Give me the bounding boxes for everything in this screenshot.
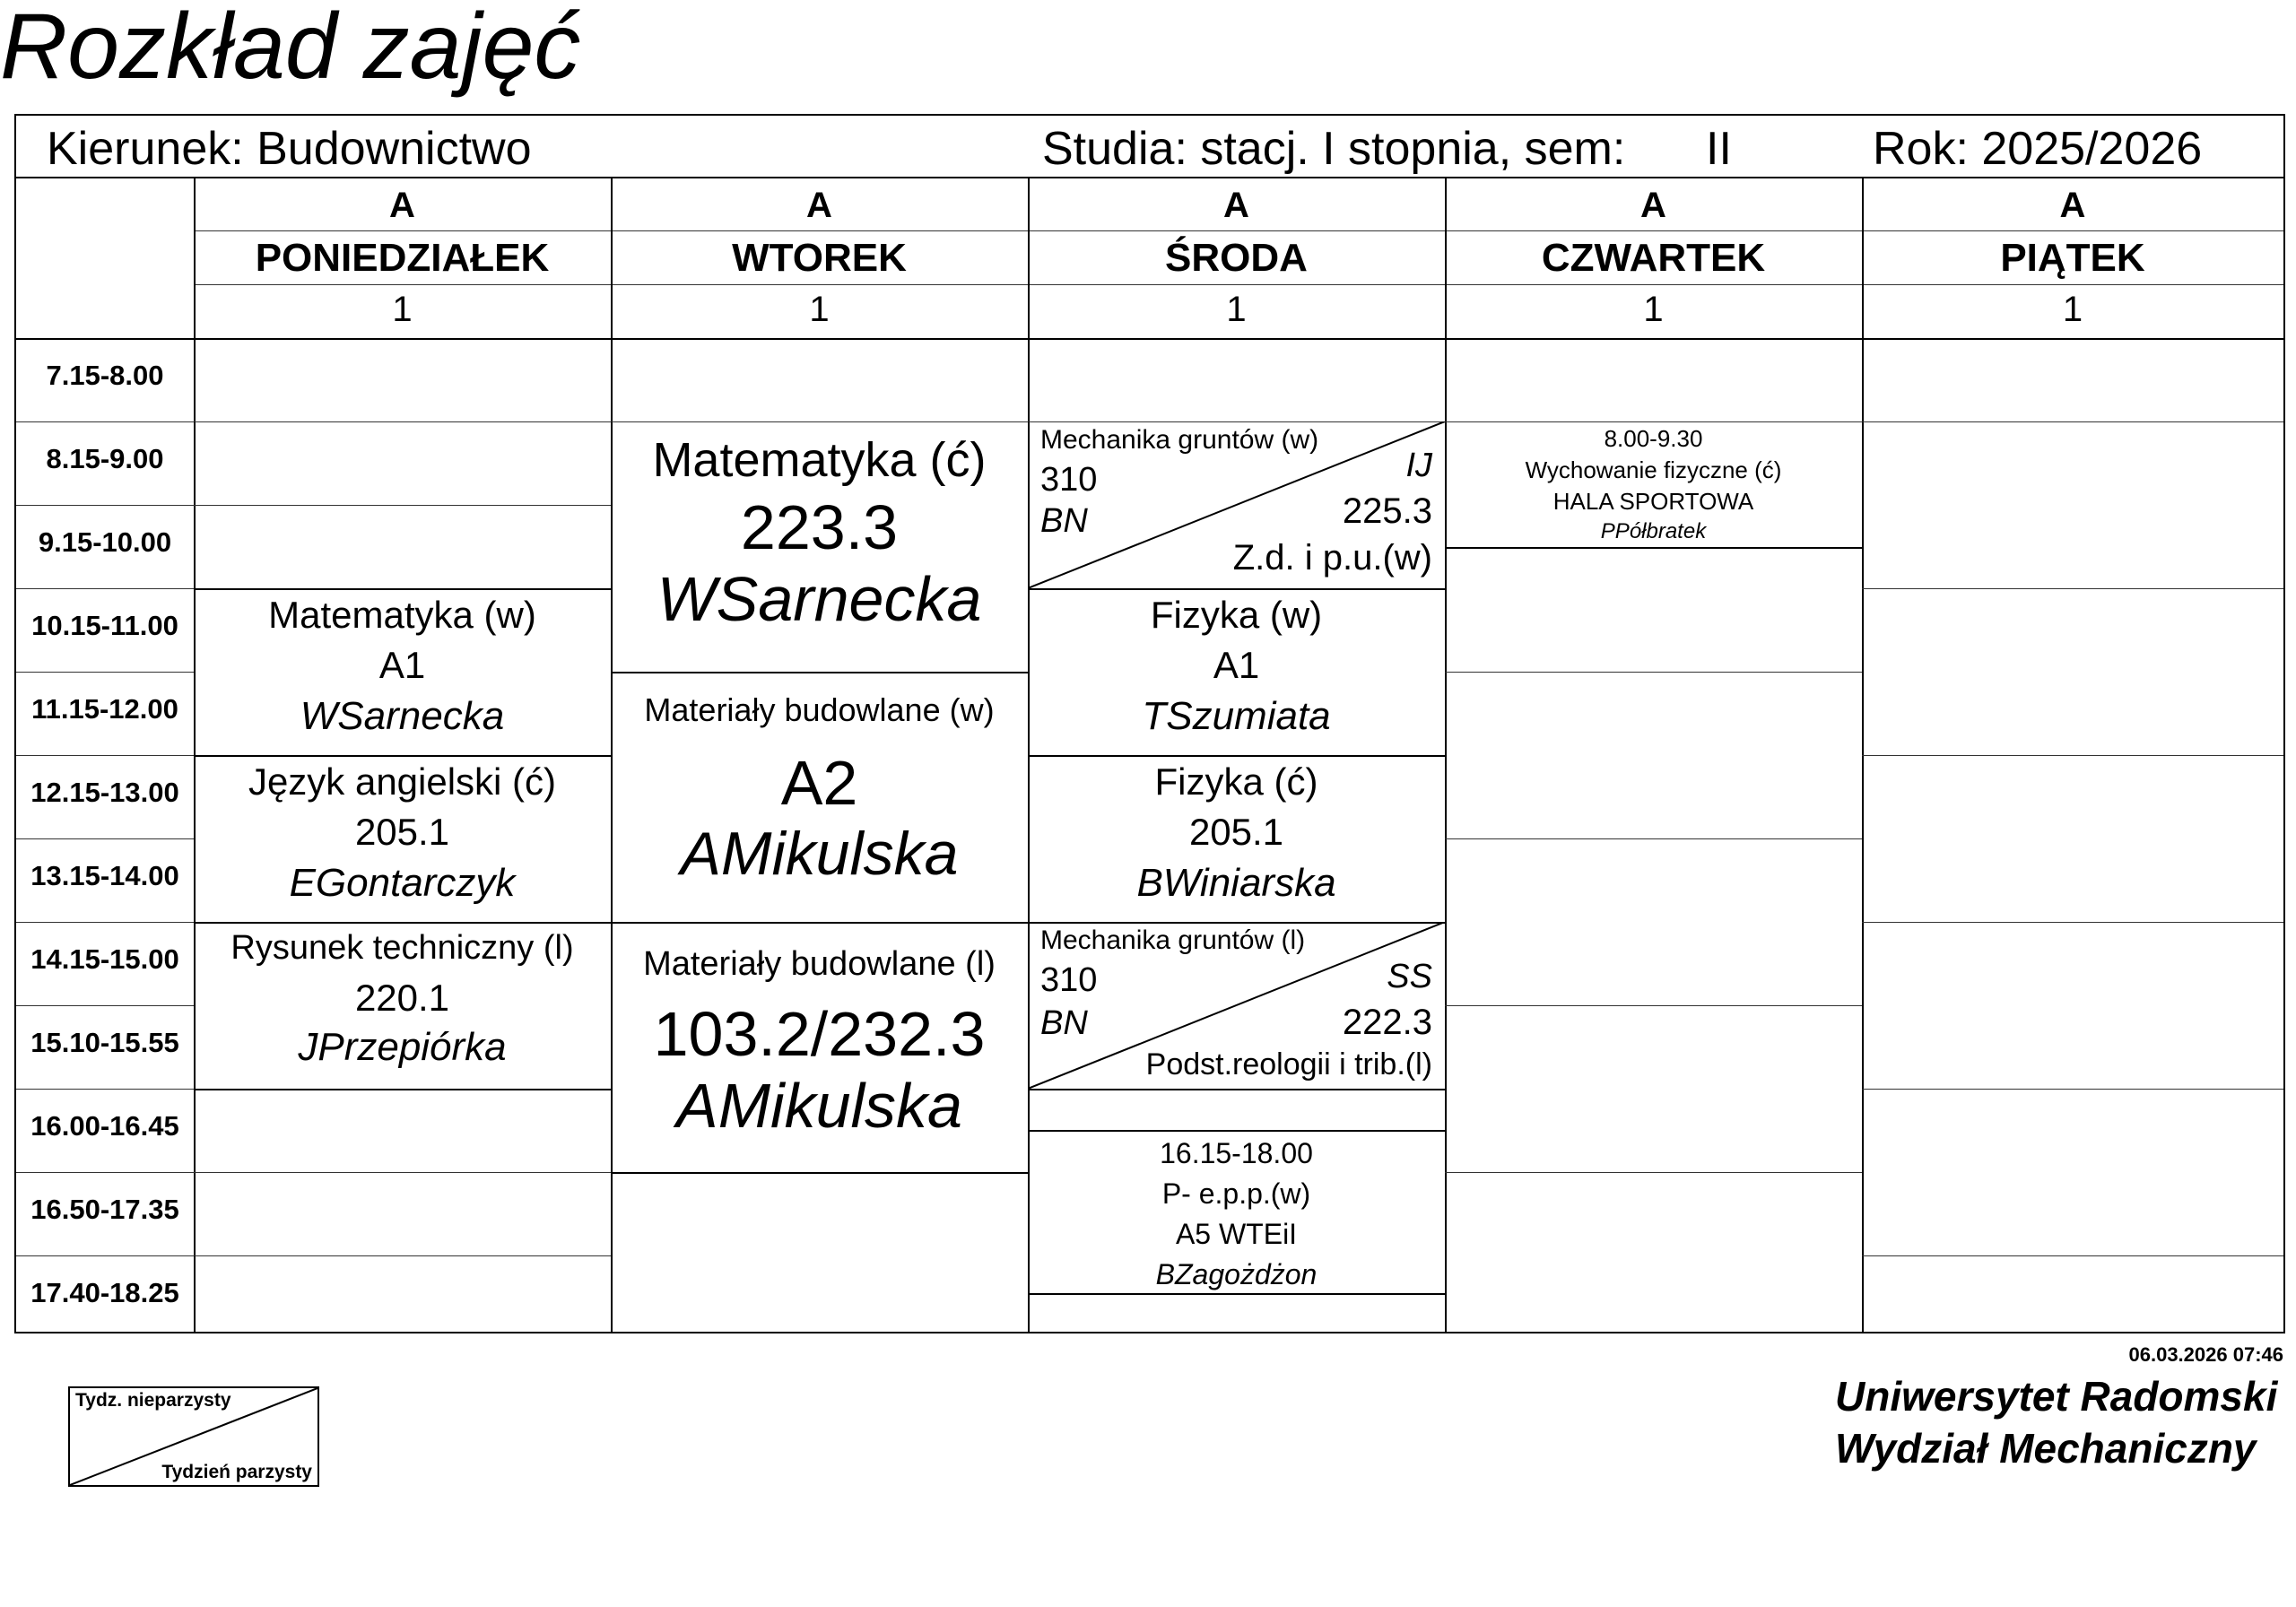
class-block[interactable] (1028, 755, 1445, 922)
even-week-room: 225.3 (1342, 491, 1432, 531)
time-slot-label: 8.15-9.00 (46, 443, 164, 474)
time-slot-label: 16.00-16.45 (30, 1110, 179, 1142)
class-teacher: EGontarczyk (289, 861, 516, 905)
grid-line (611, 1172, 1028, 1174)
grid-line (16, 755, 194, 756)
grid-line (1445, 672, 1862, 673)
grid-line (16, 338, 2283, 340)
grid-line (1445, 177, 1447, 1333)
class-teacher: WSarnecka (300, 694, 505, 738)
odd-week-teacher: IJ (1405, 447, 1432, 484)
time-slot-label: 9.15-10.00 (38, 526, 172, 558)
day-week-letter: A (389, 186, 415, 225)
even-week-subject: Z.d. i p.u.(w) (1232, 538, 1432, 578)
class-teacher: TSzumiata (1142, 694, 1331, 738)
grid-line (16, 1255, 194, 1256)
time-slot-label: 7.15-8.00 (46, 360, 164, 391)
grid-line (1862, 1089, 2283, 1090)
grid-line (194, 230, 2283, 231)
grid-line (194, 284, 2283, 285)
class-teacher: WSarnecka (657, 564, 982, 634)
legend-even-week: Tydzień parzysty (161, 1462, 312, 1482)
class-subject: Materiały budowlane (w) (644, 691, 995, 728)
class-room: 223.3 (740, 492, 899, 562)
odd-week-group: BN (1040, 502, 1088, 540)
split-class-block[interactable] (1028, 421, 1445, 588)
class-block[interactable] (1028, 1130, 1445, 1293)
class-room: 220.1 (354, 977, 450, 1019)
class-time: 16.15-18.00 (1160, 1137, 1313, 1169)
grid-line (194, 1172, 611, 1173)
class-subject: Język angielski (ć) (248, 760, 557, 803)
day-week-letter: A (806, 186, 832, 225)
grid-line (1862, 421, 2283, 422)
semester: II (1706, 123, 1732, 175)
odd-week-group: BN (1040, 1004, 1088, 1042)
day-number: 1 (1643, 290, 1664, 329)
time-slot-label: 16.50-17.35 (30, 1194, 179, 1225)
grid-line (16, 838, 194, 839)
day-name-tuesday: WTOREK (732, 236, 907, 280)
day-number: 1 (392, 290, 413, 329)
day-week-letter: A (1223, 186, 1249, 225)
class-room: A5 WTEiI (1175, 1218, 1298, 1250)
grid-line (1445, 838, 1862, 839)
class-block[interactable] (1028, 588, 1445, 755)
grid-line (194, 1255, 611, 1256)
class-subject: Materiały budowlane (l) (643, 945, 996, 983)
class-teacher: AMikulska (676, 1071, 962, 1141)
day-number: 1 (809, 290, 830, 329)
grid-line (16, 177, 2283, 178)
day-name-monday: PONIEDZIAŁEK (255, 236, 550, 280)
field-of-study: Kierunek: Budownictwo (47, 123, 532, 175)
grid-line (16, 1089, 194, 1090)
time-slot-label: 17.40-18.25 (30, 1277, 179, 1308)
legend-odd-week: Tydz. nieparzysty (75, 1390, 231, 1411)
odd-week-teacher: SS (1387, 958, 1432, 995)
grid-line (194, 1089, 611, 1090)
class-teacher: PPółbratek (1600, 519, 1707, 543)
grid-line (1028, 1293, 1445, 1295)
time-slot-label: 12.15-13.00 (30, 777, 179, 808)
grid-line (1862, 755, 2283, 756)
print-timestamp: 06.03.2026 07:46 (2128, 1343, 2283, 1366)
class-room: A2 (780, 748, 858, 818)
university-name: Uniwersytet Radomski (1835, 1373, 2278, 1420)
grid-line (194, 421, 611, 422)
grid-line (16, 1005, 194, 1006)
odd-week-subject: Mechanika gruntów (w) (1040, 425, 1319, 455)
grid-line (1862, 588, 2283, 589)
study-mode: Studia: stacj. I stopnia, sem: (1042, 123, 1626, 175)
class-block[interactable] (194, 588, 611, 755)
class-subject: Fizyka (ć) (1154, 760, 1318, 803)
class-room: A1 (378, 644, 426, 686)
day-name-friday: PIĄTEK (2000, 236, 2145, 280)
even-week-room: 222.3 (1342, 1003, 1432, 1042)
grid-line (1862, 922, 2283, 923)
class-room: 205.1 (354, 811, 450, 853)
class-block[interactable] (611, 421, 1028, 672)
page-title: Rozkład zajęć (0, 0, 581, 99)
class-block[interactable] (1445, 421, 1862, 547)
faculty-name: Wydział Mechaniczny (1835, 1425, 2257, 1472)
odd-week-room: 310 (1040, 961, 1098, 999)
class-block[interactable] (194, 755, 611, 922)
class-teacher: BWiniarska (1136, 861, 1336, 905)
class-room: A1 (1213, 644, 1260, 686)
class-block[interactable] (611, 922, 1028, 1172)
day-week-letter: A (1640, 186, 1666, 225)
odd-week-subject: Mechanika gruntów (l) (1040, 925, 1306, 955)
grid-line (16, 922, 194, 923)
class-teacher: AMikulska (680, 820, 959, 888)
day-name-wednesday: ŚRODA (1165, 236, 1308, 280)
grid-line (1028, 1089, 1445, 1090)
class-subject: Matematyka (ć) (652, 433, 987, 487)
time-slot-label: 14.15-15.00 (30, 943, 179, 975)
grid-line (16, 421, 194, 422)
class-block[interactable] (194, 922, 611, 1089)
class-room: HALA SPORTOWA (1552, 488, 1754, 515)
class-time: 8.00-9.30 (1604, 425, 1703, 452)
class-teacher: BZagożdżon (1155, 1258, 1318, 1290)
week-legend (68, 1386, 319, 1487)
class-subject: P- e.p.p.(w) (1161, 1177, 1311, 1210)
time-slot-label: 13.15-14.00 (30, 860, 179, 891)
grid-line (1862, 1255, 2283, 1256)
day-name-thursday: CZWARTEK (1541, 236, 1766, 280)
class-subject: Rysunek techniczny (l) (230, 929, 574, 967)
time-slot-label: 10.15-11.00 (31, 610, 178, 641)
class-teacher: JPrzepiórka (298, 1025, 507, 1069)
class-block[interactable] (611, 672, 1028, 922)
day-number: 1 (1226, 290, 1247, 329)
schedule-table (14, 114, 2285, 1333)
grid-line (1445, 1172, 1862, 1173)
class-subject: Matematyka (w) (268, 594, 536, 636)
class-subject: Wychowanie fizyczne (ć) (1525, 456, 1782, 483)
grid-line (194, 505, 611, 506)
day-number: 1 (2062, 290, 2083, 329)
split-class-block[interactable] (1028, 922, 1445, 1089)
grid-line (1445, 547, 1862, 549)
class-room: 103.2/232.3 (653, 999, 986, 1069)
time-slot-label: 15.10-15.55 (30, 1027, 179, 1058)
odd-week-room: 310 (1040, 461, 1098, 499)
grid-line (16, 505, 194, 506)
day-week-letter: A (2059, 186, 2086, 225)
class-room: 205.1 (1188, 811, 1284, 853)
class-subject: Fizyka (w) (1150, 594, 1323, 636)
even-week-subject: Podst.reologii i trib.(l) (1145, 1047, 1432, 1081)
academic-year: Rok: 2025/2026 (1873, 123, 2203, 175)
grid-line (16, 1172, 194, 1173)
grid-line (1445, 1005, 1862, 1006)
grid-line (16, 672, 194, 673)
grid-line (16, 588, 194, 589)
time-slot-label: 11.15-12.00 (31, 693, 178, 725)
